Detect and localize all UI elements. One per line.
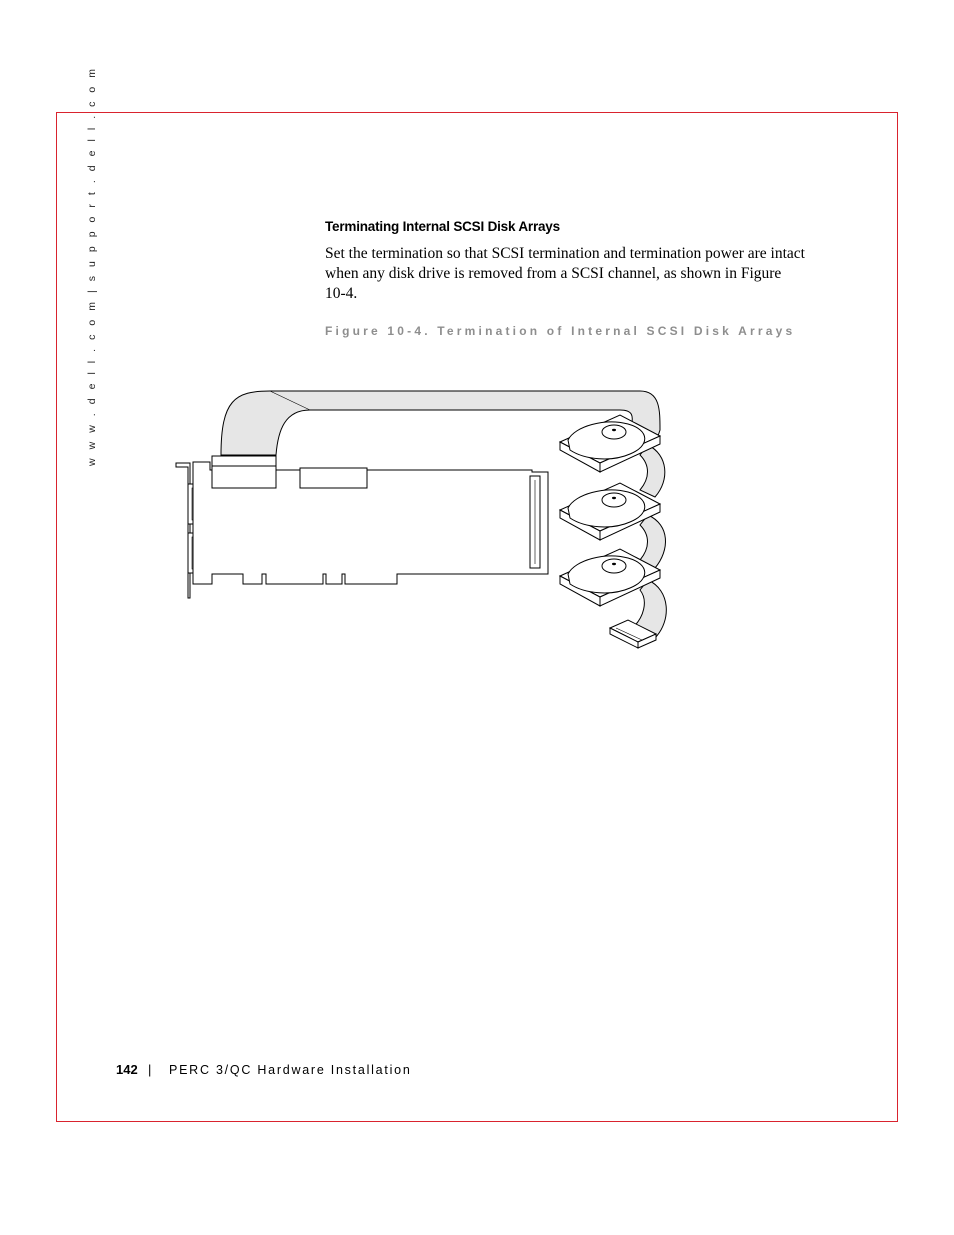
footer-separator: | — [148, 1062, 152, 1077]
footer-page-number: 142 — [116, 1062, 138, 1077]
footer-document-title: PERC 3/QC Hardware Installation — [169, 1063, 412, 1077]
scsi-termination-figure — [170, 380, 680, 660]
section-heading: Terminating Internal SCSI Disk Arrays — [325, 219, 560, 234]
perc-controller-card — [176, 456, 548, 598]
ribbon-segment-1 — [640, 445, 665, 497]
figure-caption: Figure 10-4. Termination of Internal SCSI Disk Arrays — [325, 324, 796, 338]
body-paragraph: Set the termination so that SCSI termination and termination power are intact when any disk drive is removed from a SCSI channel, as shown in Figure 10-4. — [325, 245, 805, 302]
side-url-text: w w w . d e l l . c o m | s u p p o r t . d e l l . c o m — [86, 65, 98, 466]
ribbon-segment-2 — [640, 515, 665, 568]
